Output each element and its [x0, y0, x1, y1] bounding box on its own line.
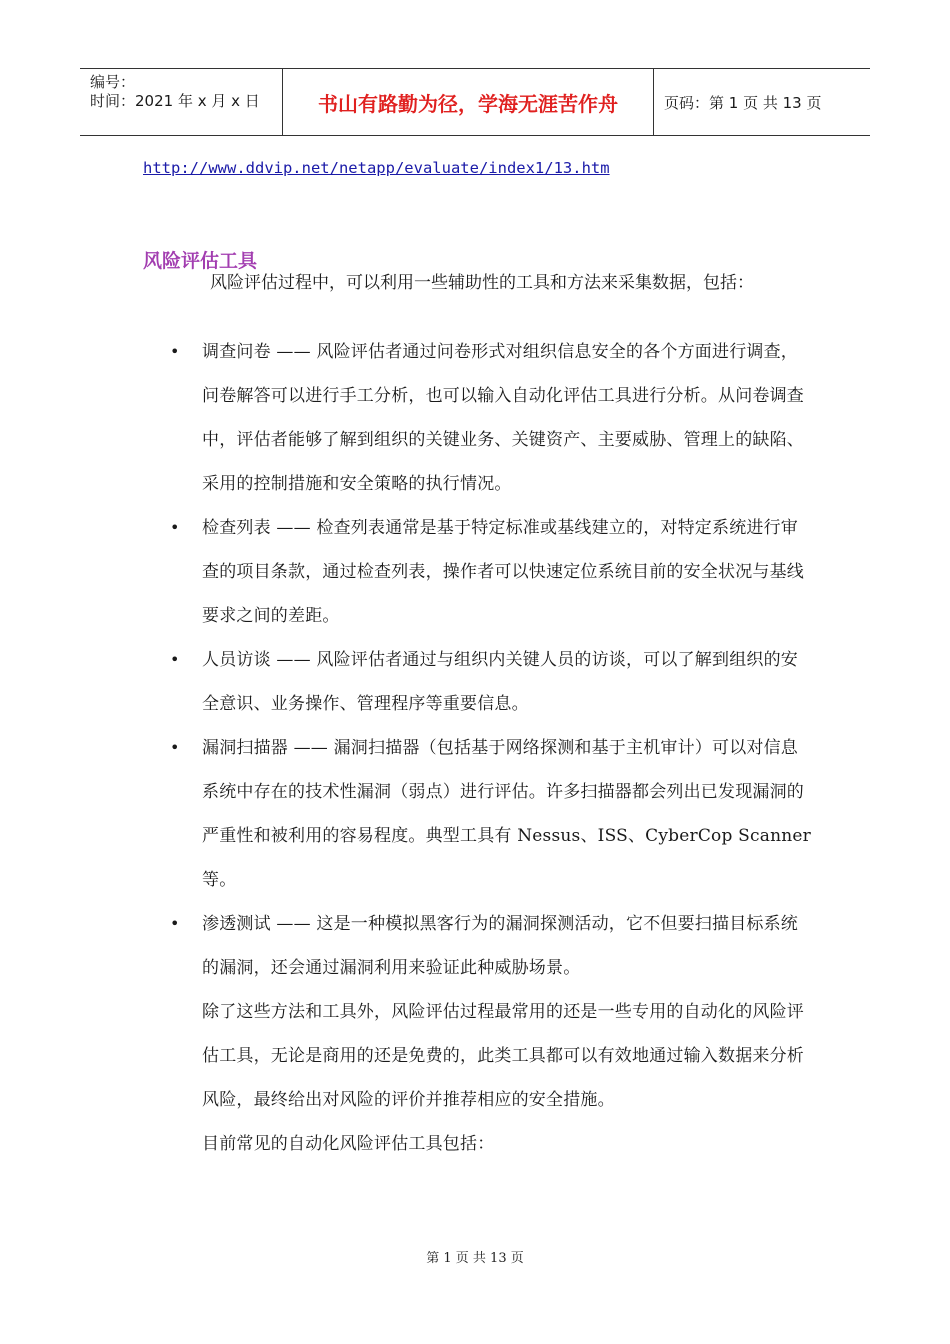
list-item-text: 渗透测试 —— 这是一种模拟黑客行为的漏洞探测活动，它不但要扫描目标系统的漏洞，还会通过漏洞利用来验证此种威胁场景。 [202, 914, 799, 978]
motto: 书山有路勤为径，学海无涯苦作舟 [282, 69, 654, 135]
bullet-icon: • [170, 738, 180, 757]
list-item-text: 人员访谈 —— 风险评估者通过与组织内关键人员的访谈，可以了解到组织的安全意识、业务操作、管理程序等重要信息。 [202, 650, 799, 714]
intro-paragraph: 风险评估过程中，可以利用一些辅助性的工具和方法来采集数据，包括： [210, 273, 754, 293]
source-link[interactable]: http://www.ddvip.net/netapp/evaluate/index1/13.htm [143, 159, 610, 177]
page-label: 页码：第 1 页 共 13 页 [664, 93, 822, 112]
page-footer: 第 1 页 共 13 页 [426, 1251, 524, 1266]
date-label: 时间：2021 年 x 月 x 日 [90, 92, 260, 110]
bullet-icon: • [170, 914, 180, 933]
list-item [0, 506, 950, 638]
list-item-text: 检查列表 —— 检查列表通常是基于特定标准或基线建立的，对特定系统进行审查的项目条款，通过检查列表，操作者可以快速定位系统目前的安全状况与基线要求之间的差距。 [202, 518, 804, 626]
list-item-text: 调查问卷 —— 风险评估者通过问卷形式对组织信息安全的各个方面进行调查，问卷解答可以进行手工分析，也可以输入自动化评估工具进行分析。从问卷调查中，评估者能够了解到组织的关键业务、关键资产、主要威胁、管理上的缺陷、采用的控制措施和安全策略的执行情况。 [202, 342, 804, 494]
tool-list [0, 330, 950, 1166]
section-title: 风险评估工具 [143, 250, 258, 272]
number-label: 编号： [90, 73, 136, 91]
bullet-icon: • [170, 650, 180, 669]
bullet-icon: • [170, 518, 180, 537]
header-meta-cell [80, 69, 282, 135]
closing-paragraph-2: 目前常见的自动化风险评估工具包括： [202, 1134, 495, 1154]
header-table [80, 68, 870, 136]
list-item [0, 902, 950, 990]
list-item [0, 726, 950, 902]
bullet-icon: • [170, 342, 180, 361]
closing-paragraph: 除了这些方法和工具外，风险评估过程最常用的还是一些专用的自动化的风险评估工具，无论是商用的还是免费的，此类工具都可以有效地通过输入数据来分析风险，最终给出对风险的评价并推荐相应的安全措施。 [202, 1002, 804, 1110]
list-item [0, 638, 950, 726]
list-item-text: 漏洞扫描器 —— 漏洞扫描器（包括基于网络探测和基于主机审计）可以对信息系统中存在的技术性漏洞（弱点）进行评估。许多扫描器都会列出已发现漏洞的严重性和被利用的容易程度。典型工具有 Nessus、ISS、CyberCop Scanner 等。 [202, 738, 811, 890]
list-item [0, 330, 950, 506]
